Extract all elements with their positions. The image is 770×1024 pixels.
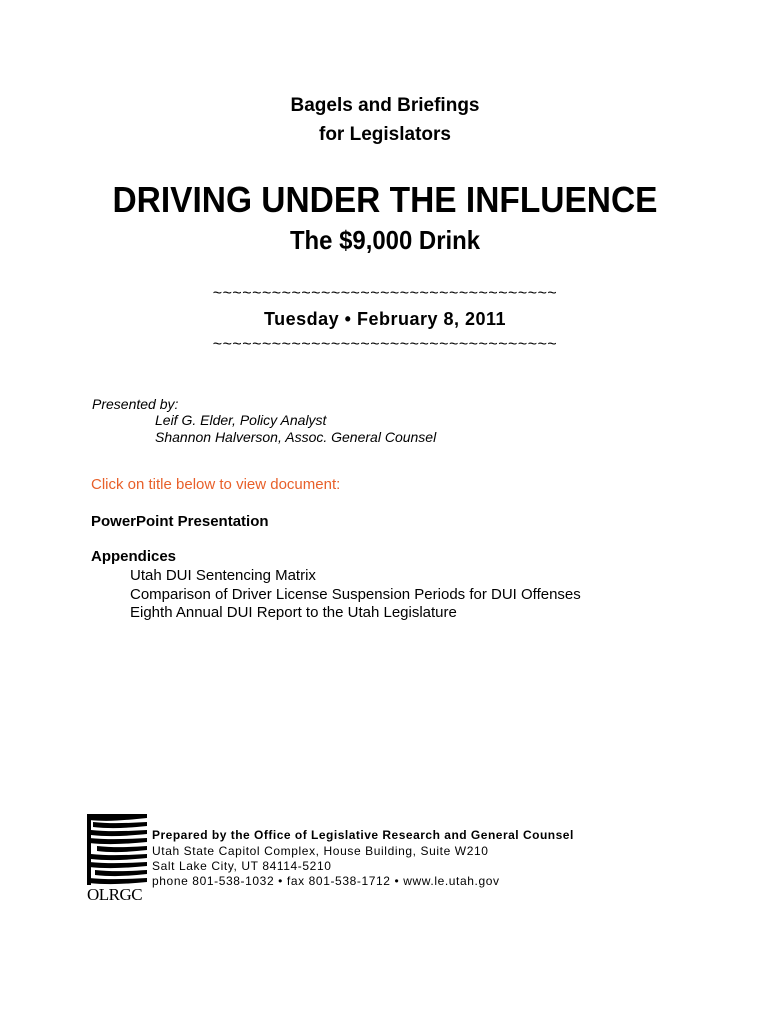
document-title: DRIVING UNDER THE INFLUENCE [112,179,658,220]
click-instruction: Click on title below to view document: [91,476,341,493]
capitol-dome-logo-icon [87,812,149,888]
event-title: Bagels and Briefings [290,95,480,116]
olrgc-logo-text: OLRGC [87,885,143,904]
olrgc-logo [87,812,147,904]
tilde-divider-top: ~~~~~~~~~~~~~~~~~~~~~~~~~~~~~~~~~~~ [212,287,558,301]
appendix-link-annual-report[interactable]: Eighth Annual DUI Report to the Utah Legislature [130,604,457,621]
presenter-item: Shannon Halverson, Assoc. General Counsel [155,429,437,445]
footer-address: Utah State Capitol Complex, House Building, Suite W210 [152,844,489,858]
footer-prepared-by: Prepared by the Office of Legislative Research and General Counsel [152,828,574,842]
presented-by-label: Presented by: [92,396,179,412]
footer-contact: phone 801-538-1032 • fax 801-538-1712 • www.le.utah.gov [152,874,500,888]
appendix-link-sentencing-matrix[interactable]: Utah DUI Sentencing Matrix [130,567,316,584]
event-date: Tuesday • February 8, 2011 [263,309,507,329]
footer-city: Salt Lake City, UT 84114-5210 [152,859,332,873]
document-subtitle: The $9,000 Drink [289,225,481,255]
event-subtitle: for Legislators [319,124,451,145]
tilde-divider-bottom: ~~~~~~~~~~~~~~~~~~~~~~~~~~~~~~~~~~~ [212,338,558,352]
appendix-link-license-suspension[interactable]: Comparison of Driver License Suspension Periods for DUI Offenses [130,586,581,603]
appendices-heading: Appendices [91,548,177,565]
presenter-item: Leif G. Elder, Policy Analyst [155,412,327,428]
powerpoint-presentation-link[interactable]: PowerPoint Presentation [91,513,269,530]
